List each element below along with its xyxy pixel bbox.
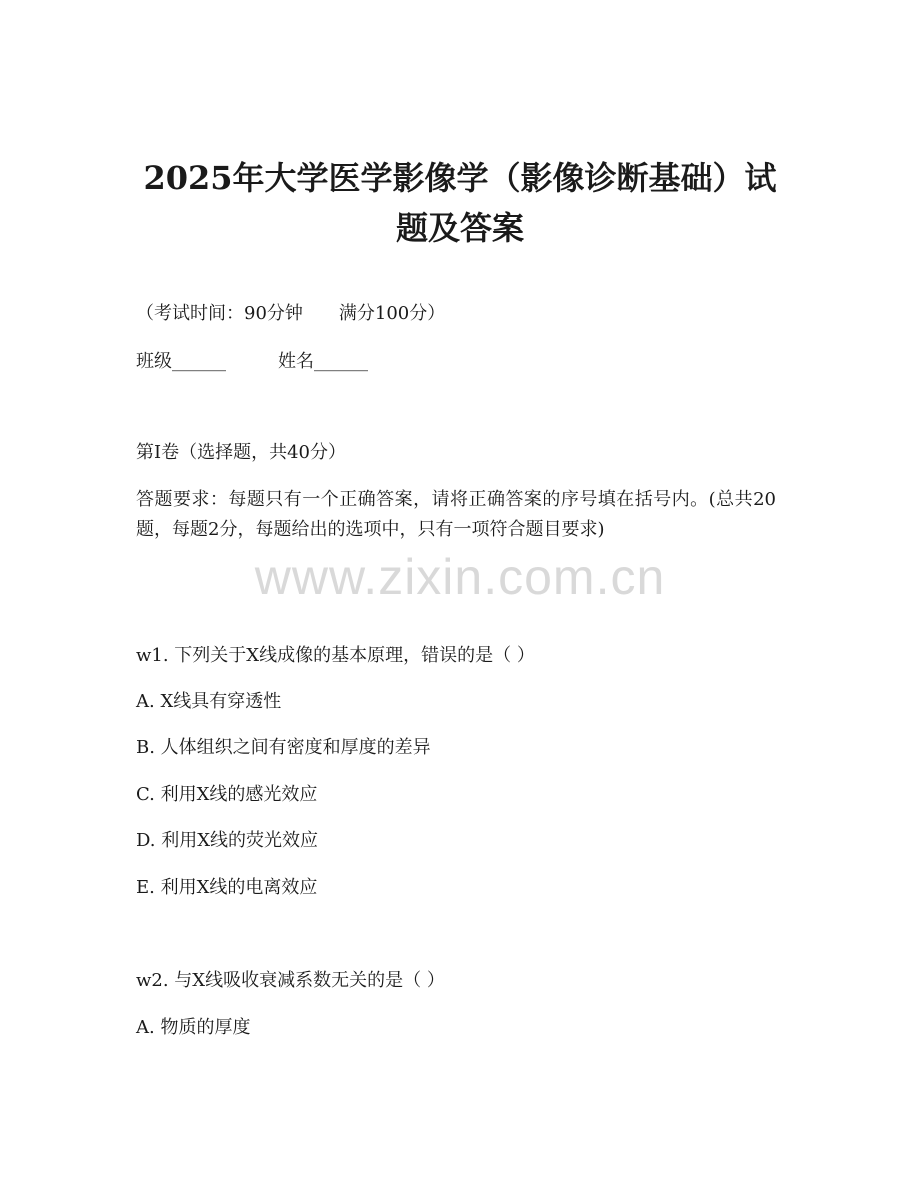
document-title-line-1: 2025年大学医学影像学（影像诊断基础）试 bbox=[143, 159, 777, 197]
class-field: 班级______ bbox=[136, 351, 226, 372]
exam-info: （考试时间：90分钟 满分100分） bbox=[136, 303, 446, 324]
instructions-text: 答题要求：每题只有一个正确答案，请将正确答案的序号填在括号内。(总共20题，每题2分，每题给出的选项中，只有一项符合题目要求) bbox=[136, 489, 776, 540]
name-field: 姓名______ bbox=[278, 351, 368, 372]
question-option: A. 物质的厚度 bbox=[136, 1017, 251, 1038]
question-option: C. 利用X线的感光效应 bbox=[136, 784, 318, 805]
watermark-text: www.zixin.com.cn bbox=[254, 549, 666, 605]
document-title-line-2: 题及答案 bbox=[395, 209, 524, 247]
question-option: E. 利用X线的电离效应 bbox=[136, 877, 318, 898]
student-info-row bbox=[136, 350, 368, 374]
section-title: 第I卷（选择题，共40分） bbox=[136, 442, 347, 463]
question-option: B. 人体组织之间有密度和厚度的差异 bbox=[136, 737, 431, 758]
question-stem: w1. 下列关于X线成像的基本原理，错误的是（ ） bbox=[136, 645, 535, 666]
question-option: D. 利用X线的荧光效应 bbox=[136, 830, 319, 851]
question-stem: w2. 与X线吸收衰减系数无关的是（ ） bbox=[136, 970, 445, 991]
question-option: A. X线具有穿透性 bbox=[136, 691, 282, 712]
